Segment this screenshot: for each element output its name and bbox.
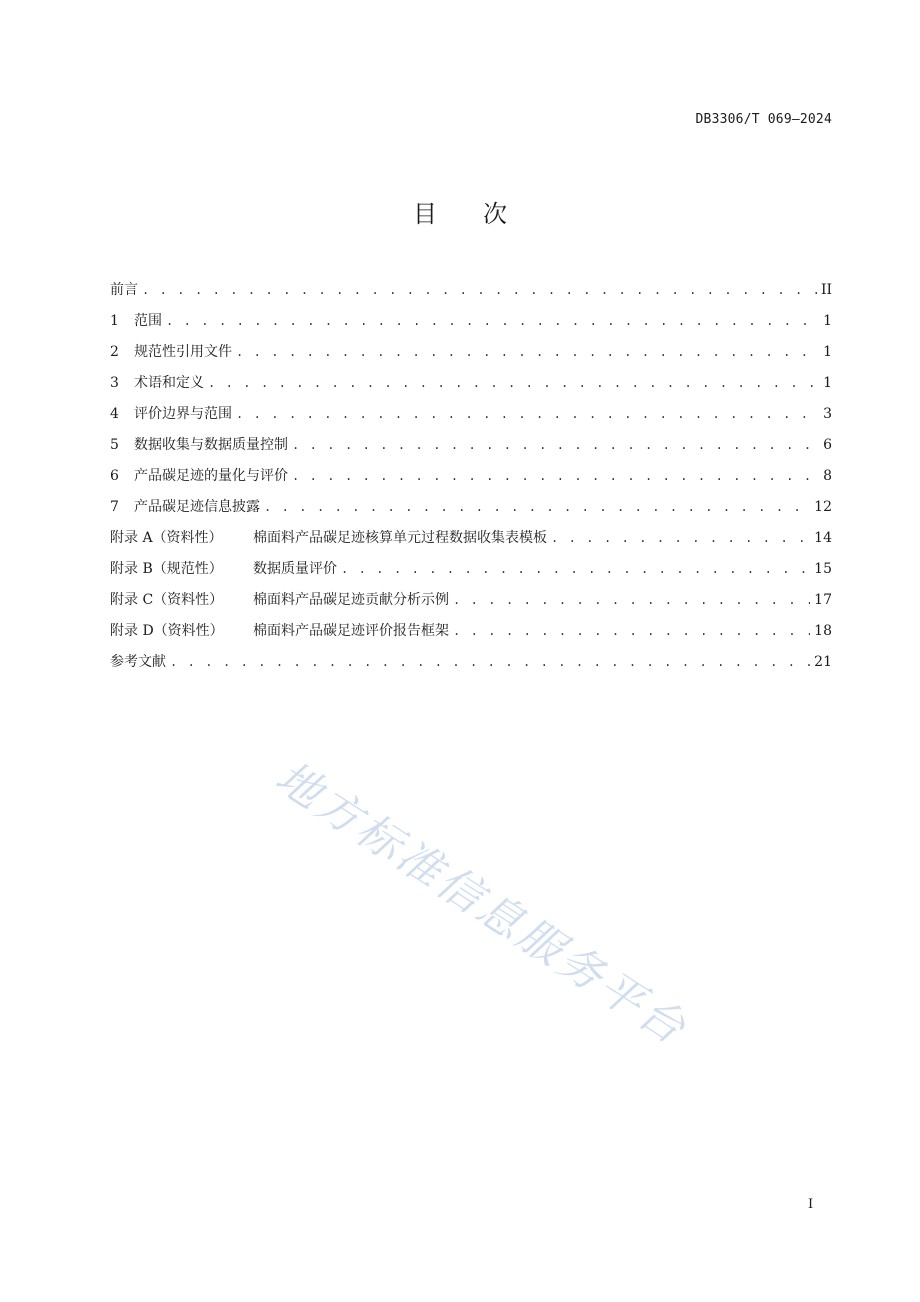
toc-leader-dots	[142, 279, 817, 301]
watermark: 地方标准信息服务平台	[266, 751, 697, 1056]
toc-leader-dots	[264, 496, 810, 518]
toc-entry-annex-a[interactable]	[110, 527, 832, 558]
toc-leader-dots	[170, 651, 810, 673]
toc-entry-references[interactable]	[110, 651, 832, 682]
toc-leader-dots	[453, 620, 810, 642]
toc-entry-4[interactable]	[110, 403, 832, 434]
toc-annex-prefix: 附录 C（资料性）	[110, 592, 224, 608]
toc-entry-label	[110, 372, 204, 394]
page-number: I	[808, 1197, 814, 1212]
toc-entry-page: 21	[814, 654, 832, 670]
toc-entry-text: 术语和定义	[134, 375, 204, 391]
toc-entry-number: 5	[110, 437, 119, 453]
document-code: DB3306/T 069—2024	[695, 112, 832, 127]
toc-entry-text: 产品碳足迹的量化与评价	[134, 468, 288, 484]
toc-entry-text: 评价边界与范围	[134, 406, 232, 422]
toc-entry-text: 规范性引用文件	[134, 344, 232, 360]
toc-leader-dots	[208, 372, 818, 394]
toc-entry-page: 1	[823, 313, 832, 329]
toc-entry-label	[110, 310, 162, 332]
table-of-contents	[110, 279, 832, 682]
toc-entry-annex-c[interactable]	[110, 589, 832, 620]
toc-entry-1[interactable]	[110, 310, 832, 341]
toc-entry-page: 17	[814, 592, 832, 608]
toc-entry-6[interactable]	[110, 465, 832, 496]
toc-entry-page: 3	[823, 406, 832, 422]
toc-entry-page: 6	[823, 437, 832, 453]
toc-leader-dots	[551, 527, 810, 549]
toc-entry-label	[110, 527, 547, 549]
toc-entry-number: 2	[110, 344, 119, 360]
toc-entry-text: 数据收集与数据质量控制	[134, 437, 288, 453]
toc-entry-page: 14	[814, 530, 832, 546]
toc-entry-page: 18	[814, 623, 832, 639]
page-title	[0, 194, 920, 229]
title-char-2: 次	[483, 200, 507, 228]
toc-entry-3[interactable]	[110, 372, 832, 403]
toc-leader-dots	[236, 403, 818, 425]
toc-entry-page: 1	[823, 375, 832, 391]
toc-entry-text: 数据质量评价	[253, 561, 337, 577]
toc-entry-label	[110, 620, 449, 642]
toc-entry-annex-d[interactable]	[110, 620, 832, 651]
toc-entry-7[interactable]	[110, 496, 832, 527]
toc-entry-page: 8	[823, 468, 832, 484]
toc-entry-2[interactable]	[110, 341, 832, 372]
toc-entry-page: II	[820, 282, 832, 298]
toc-entry-label	[110, 341, 232, 363]
toc-annex-prefix: 附录 A（资料性）	[110, 530, 223, 546]
toc-entry-number: 7	[110, 499, 119, 515]
toc-annex-prefix: 附录 B（规范性）	[110, 561, 223, 577]
toc-entry-label	[110, 496, 260, 518]
toc-entry-number: 1	[110, 313, 119, 329]
toc-leader-dots	[341, 558, 810, 580]
toc-leader-dots	[292, 465, 818, 487]
toc-entry-label	[110, 403, 232, 425]
toc-entry-number: 6	[110, 468, 119, 484]
toc-annex-prefix: 附录 D（资料性）	[110, 623, 224, 639]
toc-leader-dots	[292, 434, 818, 456]
toc-leader-dots	[166, 310, 818, 332]
toc-entry-label: 前言	[110, 282, 138, 298]
toc-entry-5[interactable]	[110, 434, 832, 465]
toc-entry-page: 15	[814, 561, 832, 577]
toc-entry-text: 棉面料产品碳足迹核算单元过程数据收集表模板	[253, 530, 547, 546]
toc-entry-number: 3	[110, 375, 119, 391]
toc-entry-label	[110, 434, 288, 456]
toc-entry-foreword[interactable]	[110, 279, 832, 310]
toc-entry-label	[110, 465, 288, 487]
toc-entry-text: 棉面料产品碳足迹贡献分析示例	[253, 592, 449, 608]
toc-entry-label	[110, 589, 449, 611]
toc-entry-text: 产品碳足迹信息披露	[134, 499, 260, 515]
toc-entry-number: 4	[110, 406, 119, 422]
toc-entry-page: 1	[823, 344, 832, 360]
toc-leader-dots	[453, 589, 810, 611]
toc-entry-text: 范围	[134, 313, 162, 329]
toc-entry-label: 参考文献	[110, 654, 166, 670]
toc-entry-page: 12	[814, 499, 832, 515]
toc-entry-text: 棉面料产品碳足迹评价报告框架	[253, 623, 449, 639]
toc-entry-label	[110, 558, 337, 580]
toc-leader-dots	[236, 341, 818, 363]
title-char-1: 目	[413, 200, 437, 228]
toc-entry-annex-b[interactable]	[110, 558, 832, 589]
